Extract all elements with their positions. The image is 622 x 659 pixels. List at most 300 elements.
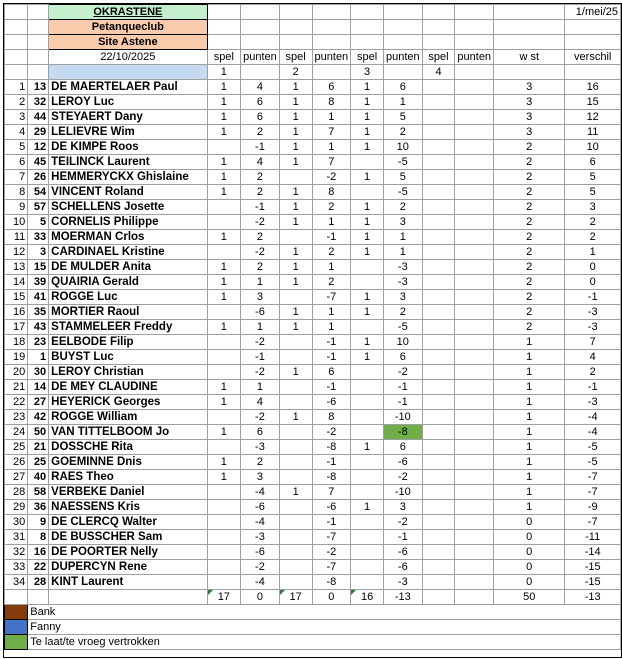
wst-cell[interactable]: 2 <box>494 155 565 170</box>
rank-cell[interactable]: 1 <box>5 80 28 95</box>
spel-3-cell[interactable] <box>351 545 384 560</box>
player-name-cell[interactable]: KINT Laurent <box>49 575 207 590</box>
player-name-cell[interactable]: LEROY Christian <box>49 365 207 380</box>
verschil-cell[interactable]: -1 <box>565 290 621 305</box>
punten-3-cell[interactable]: 10 <box>383 335 422 350</box>
punten-3-cell[interactable]: 3 <box>383 290 422 305</box>
punten-1-cell[interactable]: -2 <box>241 365 280 380</box>
punten-1-cell[interactable]: -6 <box>241 500 280 515</box>
punten-3-cell[interactable]: 2 <box>383 125 422 140</box>
total-spel-3[interactable]: 16 <box>351 590 384 605</box>
rank-cell[interactable]: 14 <box>5 275 28 290</box>
col-punten-4[interactable]: punten <box>455 50 494 65</box>
punten-3-cell[interactable]: 6 <box>383 80 422 95</box>
player-name-cell[interactable]: STAMMELEER Freddy <box>49 320 207 335</box>
punten-3-cell[interactable]: -2 <box>383 470 422 485</box>
punten-1-cell[interactable]: 6 <box>241 425 280 440</box>
punten-1-cell[interactable]: 1 <box>241 275 280 290</box>
punten-3-cell[interactable]: -6 <box>383 455 422 470</box>
verschil-cell[interactable]: -15 <box>565 575 621 590</box>
punten-2-cell[interactable]: -7 <box>312 530 351 545</box>
punten-2-cell[interactable]: -1 <box>312 515 351 530</box>
spel-3-cell[interactable] <box>351 365 384 380</box>
spel-4-cell[interactable] <box>422 470 455 485</box>
punten-2-cell[interactable]: -1 <box>312 350 351 365</box>
rank-cell[interactable]: 33 <box>5 560 28 575</box>
punten-2-cell[interactable]: 8 <box>312 95 351 110</box>
spel-1-cell[interactable] <box>207 500 241 515</box>
wst-cell[interactable]: 1 <box>494 440 565 455</box>
verschil-cell[interactable]: 2 <box>565 230 621 245</box>
punten-4-cell[interactable] <box>455 215 494 230</box>
rank-cell[interactable]: 7 <box>5 170 28 185</box>
spel-2-cell[interactable]: 1 <box>279 110 312 125</box>
punten-1-cell[interactable]: -3 <box>241 530 280 545</box>
punten-2-cell[interactable]: 2 <box>312 245 351 260</box>
player-number-cell[interactable]: 23 <box>28 335 49 350</box>
spel-1-cell[interactable] <box>207 545 241 560</box>
punten-3-cell[interactable]: 1 <box>383 95 422 110</box>
punten-3-cell[interactable]: 6 <box>383 440 422 455</box>
player-name-cell[interactable]: GOEMINNE Dnis <box>49 455 207 470</box>
spel-2-cell[interactable] <box>279 575 312 590</box>
spel-3-cell[interactable]: 1 <box>351 290 384 305</box>
spel-3-cell[interactable]: 1 <box>351 350 384 365</box>
punten-4-cell[interactable] <box>455 125 494 140</box>
punten-4-cell[interactable] <box>455 530 494 545</box>
rank-cell[interactable]: 3 <box>5 110 28 125</box>
wst-cell[interactable]: 2 <box>494 170 565 185</box>
player-name-cell[interactable]: DOSSCHE Rita <box>49 440 207 455</box>
wst-cell[interactable]: 2 <box>494 260 565 275</box>
spel-2-cell[interactable]: 1 <box>279 200 312 215</box>
punten-3-cell[interactable]: -8 <box>383 425 422 440</box>
punten-1-cell[interactable]: 2 <box>241 185 280 200</box>
verschil-cell[interactable]: -5 <box>565 455 621 470</box>
wst-cell[interactable]: 1 <box>494 395 565 410</box>
spel-4-cell[interactable] <box>422 140 455 155</box>
spel-1-cell[interactable]: 1 <box>207 470 241 485</box>
spel-2-cell[interactable] <box>279 470 312 485</box>
punten-4-cell[interactable] <box>455 140 494 155</box>
spel-1-cell[interactable] <box>207 575 241 590</box>
spel-1-cell[interactable] <box>207 200 241 215</box>
punten-1-cell[interactable]: -3 <box>241 440 280 455</box>
player-number-cell[interactable]: 15 <box>28 260 49 275</box>
punten-2-cell[interactable]: 6 <box>312 365 351 380</box>
punten-2-cell[interactable]: 1 <box>312 110 351 125</box>
spel-4-cell[interactable] <box>422 515 455 530</box>
spel-1-cell[interactable] <box>207 515 241 530</box>
punten-3-cell[interactable]: 1 <box>383 230 422 245</box>
wst-cell[interactable]: 1 <box>494 425 565 440</box>
verschil-cell[interactable]: -3 <box>565 395 621 410</box>
punten-2-cell[interactable]: 6 <box>312 80 351 95</box>
rank-cell[interactable]: 25 <box>5 440 28 455</box>
spel-3-cell[interactable] <box>351 530 384 545</box>
spel-1-cell[interactable]: 1 <box>207 170 241 185</box>
player-number-cell[interactable]: 5 <box>28 215 49 230</box>
spel-4-cell[interactable] <box>422 500 455 515</box>
punten-1-cell[interactable]: 2 <box>241 170 280 185</box>
spel-2-cell[interactable]: 1 <box>279 410 312 425</box>
spel-4-cell[interactable] <box>422 185 455 200</box>
spel-2-cell[interactable]: 1 <box>279 125 312 140</box>
verschil-cell[interactable]: -5 <box>565 440 621 455</box>
verschil-cell[interactable]: -7 <box>565 485 621 500</box>
spel-2-cell[interactable] <box>279 230 312 245</box>
wst-cell[interactable]: 0 <box>494 515 565 530</box>
spel-2-cell[interactable]: 1 <box>279 140 312 155</box>
punten-2-cell[interactable]: -7 <box>312 560 351 575</box>
punten-2-cell[interactable]: -8 <box>312 470 351 485</box>
player-number-cell[interactable]: 36 <box>28 500 49 515</box>
player-name-cell[interactable]: DE BUSSCHER Sam <box>49 530 207 545</box>
player-name-cell[interactable]: DE MEY CLAUDINE <box>49 380 207 395</box>
rank-cell[interactable]: 17 <box>5 320 28 335</box>
spel-1-cell[interactable]: 1 <box>207 380 241 395</box>
total-punten-3[interactable]: -13 <box>383 590 422 605</box>
player-name-cell[interactable]: VERBEKE Daniel <box>49 485 207 500</box>
punten-1-cell[interactable]: -2 <box>241 410 280 425</box>
punten-2-cell[interactable]: -8 <box>312 575 351 590</box>
rank-cell[interactable]: 18 <box>5 335 28 350</box>
spel-1-cell[interactable]: 1 <box>207 425 241 440</box>
verschil-cell[interactable]: 5 <box>565 185 621 200</box>
player-number-cell[interactable]: 28 <box>28 575 49 590</box>
player-name-cell[interactable]: QUAIRIA Gerald <box>49 275 207 290</box>
spel-2-cell[interactable] <box>279 170 312 185</box>
player-name-cell[interactable]: CARDINAEL Kristine <box>49 245 207 260</box>
punten-4-cell[interactable] <box>455 155 494 170</box>
punten-1-cell[interactable]: 2 <box>241 230 280 245</box>
player-number-cell[interactable]: 50 <box>28 425 49 440</box>
verschil-cell[interactable]: 15 <box>565 95 621 110</box>
spel-4-cell[interactable] <box>422 290 455 305</box>
punten-4-cell[interactable] <box>455 275 494 290</box>
spel-1-cell[interactable] <box>207 140 241 155</box>
spel-1-cell[interactable]: 1 <box>207 260 241 275</box>
punten-3-cell[interactable]: -6 <box>383 545 422 560</box>
verschil-cell[interactable]: 1 <box>565 245 621 260</box>
punten-4-cell[interactable] <box>455 95 494 110</box>
total-punten-2[interactable]: 0 <box>312 590 351 605</box>
punten-4-cell[interactable] <box>455 335 494 350</box>
player-name-cell[interactable]: VINCENT Roland <box>49 185 207 200</box>
spel-2-cell[interactable]: 1 <box>279 365 312 380</box>
punten-4-cell[interactable] <box>455 320 494 335</box>
wst-cell[interactable]: 3 <box>494 95 565 110</box>
punten-1-cell[interactable]: 6 <box>241 95 280 110</box>
verschil-cell[interactable]: -4 <box>565 425 621 440</box>
spel-4-cell[interactable] <box>422 530 455 545</box>
player-name-cell[interactable]: RAES Theo <box>49 470 207 485</box>
punten-4-cell[interactable] <box>455 305 494 320</box>
player-name-cell[interactable]: DUPERCYN Rene <box>49 560 207 575</box>
wst-cell[interactable]: 0 <box>494 575 565 590</box>
verschil-cell[interactable]: 0 <box>565 260 621 275</box>
punten-1-cell[interactable]: 3 <box>241 470 280 485</box>
player-number-cell[interactable]: 22 <box>28 560 49 575</box>
spel-3-cell[interactable] <box>351 320 384 335</box>
col-spel-2[interactable]: spel <box>279 50 312 65</box>
punten-4-cell[interactable] <box>455 170 494 185</box>
punten-2-cell[interactable]: -1 <box>312 455 351 470</box>
legend-label[interactable]: Bank <box>28 605 621 620</box>
spel-3-cell[interactable] <box>351 185 384 200</box>
punten-3-cell[interactable]: 2 <box>383 305 422 320</box>
player-name-cell[interactable]: TEILINCK Laurent <box>49 155 207 170</box>
spel-1-cell[interactable]: 1 <box>207 95 241 110</box>
punten-4-cell[interactable] <box>455 440 494 455</box>
punten-3-cell[interactable]: -2 <box>383 365 422 380</box>
wst-cell[interactable]: 1 <box>494 380 565 395</box>
wst-cell[interactable]: 1 <box>494 335 565 350</box>
wst-cell[interactable]: 1 <box>494 410 565 425</box>
wst-cell[interactable]: 0 <box>494 560 565 575</box>
punten-4-cell[interactable] <box>455 515 494 530</box>
punten-3-cell[interactable]: -10 <box>383 485 422 500</box>
wst-cell[interactable]: 1 <box>494 500 565 515</box>
player-name-cell[interactable]: HEMMERYCKX Ghislaine <box>49 170 207 185</box>
col-punten-1[interactable]: punten <box>241 50 280 65</box>
punten-3-cell[interactable]: -5 <box>383 155 422 170</box>
date-underline-bar[interactable] <box>49 65 207 80</box>
rank-cell[interactable]: 6 <box>5 155 28 170</box>
punten-3-cell[interactable]: -1 <box>383 395 422 410</box>
verschil-cell[interactable]: 6 <box>565 155 621 170</box>
rank-cell[interactable]: 26 <box>5 455 28 470</box>
rank-cell[interactable]: 34 <box>5 575 28 590</box>
player-number-cell[interactable]: 42 <box>28 410 49 425</box>
spel-3-cell[interactable] <box>351 425 384 440</box>
totals-empty[interactable] <box>5 590 28 605</box>
total-verschil[interactable]: -13 <box>565 590 621 605</box>
punten-3-cell[interactable]: 5 <box>383 110 422 125</box>
punten-3-cell[interactable]: 10 <box>383 140 422 155</box>
wst-cell[interactable]: 2 <box>494 305 565 320</box>
player-number-cell[interactable]: 26 <box>28 170 49 185</box>
player-name-cell[interactable]: LEROY Luc <box>49 95 207 110</box>
punten-4-cell[interactable] <box>455 455 494 470</box>
punten-3-cell[interactable]: -10 <box>383 410 422 425</box>
spel-4-cell[interactable] <box>422 170 455 185</box>
player-name-cell[interactable]: DE MULDER Anita <box>49 260 207 275</box>
spel-3-cell[interactable]: 1 <box>351 305 384 320</box>
spel-2-cell[interactable] <box>279 425 312 440</box>
spel-1-cell[interactable] <box>207 245 241 260</box>
spel-4-cell[interactable] <box>422 275 455 290</box>
wst-cell[interactable]: 0 <box>494 545 565 560</box>
punten-1-cell[interactable]: 2 <box>241 125 280 140</box>
spel-3-cell[interactable]: 1 <box>351 500 384 515</box>
rank-cell[interactable]: 9 <box>5 200 28 215</box>
player-number-cell[interactable]: 43 <box>28 320 49 335</box>
spel-1-cell[interactable] <box>207 365 241 380</box>
spel-2-cell[interactable]: 1 <box>279 485 312 500</box>
punten-4-cell[interactable] <box>455 200 494 215</box>
verschil-cell[interactable]: -3 <box>565 320 621 335</box>
punten-3-cell[interactable]: -5 <box>383 185 422 200</box>
spel-1-cell[interactable] <box>207 335 241 350</box>
spel-2-cell[interactable] <box>279 560 312 575</box>
punten-3-cell[interactable]: -1 <box>383 530 422 545</box>
verschil-cell[interactable]: 3 <box>565 200 621 215</box>
spel-4-cell[interactable] <box>422 125 455 140</box>
wst-cell[interactable]: 2 <box>494 200 565 215</box>
spel-1-cell[interactable] <box>207 305 241 320</box>
punten-3-cell[interactable]: 3 <box>383 500 422 515</box>
spel-4-cell[interactable] <box>422 230 455 245</box>
punten-3-cell[interactable]: 1 <box>383 245 422 260</box>
punten-1-cell[interactable]: 4 <box>241 395 280 410</box>
punten-1-cell[interactable]: -1 <box>241 140 280 155</box>
rank-cell[interactable]: 2 <box>5 95 28 110</box>
rank-cell[interactable]: 10 <box>5 215 28 230</box>
player-number-cell[interactable]: 27 <box>28 395 49 410</box>
wst-cell[interactable]: 2 <box>494 290 565 305</box>
verschil-cell[interactable]: -14 <box>565 545 621 560</box>
spel-4-cell[interactable] <box>422 425 455 440</box>
round-number-1[interactable]: 1 <box>207 65 241 80</box>
spel-4-cell[interactable] <box>422 410 455 425</box>
player-name-cell[interactable]: MORTIER Raoul <box>49 305 207 320</box>
wst-cell[interactable]: 2 <box>494 185 565 200</box>
spel-4-cell[interactable] <box>422 155 455 170</box>
rank-cell[interactable]: 12 <box>5 245 28 260</box>
punten-2-cell[interactable]: 1 <box>312 140 351 155</box>
round-number-4[interactable]: 4 <box>422 65 455 80</box>
spel-3-cell[interactable]: 1 <box>351 125 384 140</box>
spel-1-cell[interactable] <box>207 215 241 230</box>
punten-1-cell[interactable]: 4 <box>241 155 280 170</box>
wst-cell[interactable]: 1 <box>494 485 565 500</box>
player-name-cell[interactable]: VAN TITTELBOOM Jo <box>49 425 207 440</box>
verschil-cell[interactable]: 2 <box>565 365 621 380</box>
spel-4-cell[interactable] <box>422 485 455 500</box>
player-number-cell[interactable]: 1 <box>28 350 49 365</box>
spel-2-cell[interactable] <box>279 455 312 470</box>
col-spel-3[interactable]: spel <box>351 50 384 65</box>
punten-3-cell[interactable]: -3 <box>383 275 422 290</box>
player-number-cell[interactable]: 8 <box>28 530 49 545</box>
verschil-cell[interactable]: -11 <box>565 530 621 545</box>
punten-1-cell[interactable]: -2 <box>241 335 280 350</box>
total-punten-4[interactable] <box>455 590 494 605</box>
wst-cell[interactable]: 1 <box>494 350 565 365</box>
player-name-cell[interactable]: DE KIMPE Roos <box>49 140 207 155</box>
punten-4-cell[interactable] <box>455 80 494 95</box>
spel-4-cell[interactable] <box>422 365 455 380</box>
punten-1-cell[interactable]: -1 <box>241 200 280 215</box>
punten-3-cell[interactable]: -3 <box>383 575 422 590</box>
punten-1-cell[interactable]: 2 <box>241 260 280 275</box>
spel-4-cell[interactable] <box>422 350 455 365</box>
spel-1-cell[interactable] <box>207 560 241 575</box>
player-number-cell[interactable]: 30 <box>28 365 49 380</box>
spel-1-cell[interactable]: 1 <box>207 290 241 305</box>
player-number-cell[interactable]: 45 <box>28 155 49 170</box>
spel-1-cell[interactable]: 1 <box>207 155 241 170</box>
spel-3-cell[interactable]: 1 <box>351 110 384 125</box>
player-number-cell[interactable]: 33 <box>28 230 49 245</box>
col-wst[interactable]: w st <box>494 50 565 65</box>
punten-4-cell[interactable] <box>455 230 494 245</box>
player-name-cell[interactable]: ROGGE William <box>49 410 207 425</box>
punten-2-cell[interactable]: -6 <box>312 395 351 410</box>
spel-3-cell[interactable] <box>351 470 384 485</box>
rank-cell[interactable]: 31 <box>5 530 28 545</box>
punten-2-cell[interactable]: 1 <box>312 320 351 335</box>
round-number-2[interactable]: 2 <box>279 65 312 80</box>
punten-2-cell[interactable]: -2 <box>312 425 351 440</box>
punten-2-cell[interactable]: -6 <box>312 500 351 515</box>
total-punten-1[interactable]: 0 <box>241 590 280 605</box>
spel-2-cell[interactable] <box>279 515 312 530</box>
spel-4-cell[interactable] <box>422 545 455 560</box>
punten-3-cell[interactable]: 5 <box>383 170 422 185</box>
punten-2-cell[interactable]: -2 <box>312 545 351 560</box>
player-number-cell[interactable]: 13 <box>28 80 49 95</box>
punten-1-cell[interactable]: 2 <box>241 455 280 470</box>
punten-4-cell[interactable] <box>455 185 494 200</box>
site-name[interactable]: Site Astene <box>49 35 207 50</box>
spel-1-cell[interactable] <box>207 410 241 425</box>
spel-2-cell[interactable]: 1 <box>279 95 312 110</box>
verschil-cell[interactable]: -15 <box>565 560 621 575</box>
spel-2-cell[interactable]: 1 <box>279 155 312 170</box>
punten-1-cell[interactable]: -1 <box>241 350 280 365</box>
punten-4-cell[interactable] <box>455 365 494 380</box>
spel-3-cell[interactable]: 1 <box>351 230 384 245</box>
rank-cell[interactable]: 30 <box>5 515 28 530</box>
punten-3-cell[interactable]: -2 <box>383 515 422 530</box>
spel-4-cell[interactable] <box>422 80 455 95</box>
player-name-cell[interactable]: NAESSENS Kris <box>49 500 207 515</box>
wst-cell[interactable]: 3 <box>494 110 565 125</box>
total-spel-1[interactable]: 17 <box>207 590 241 605</box>
punten-4-cell[interactable] <box>455 485 494 500</box>
punten-2-cell[interactable]: -1 <box>312 230 351 245</box>
punten-1-cell[interactable]: 1 <box>241 320 280 335</box>
verschil-cell[interactable]: -7 <box>565 470 621 485</box>
punten-4-cell[interactable] <box>455 110 494 125</box>
legend-label[interactable]: Fanny <box>28 620 621 635</box>
punten-4-cell[interactable] <box>455 545 494 560</box>
spel-3-cell[interactable]: 1 <box>351 215 384 230</box>
spel-4-cell[interactable] <box>422 320 455 335</box>
spel-2-cell[interactable]: 1 <box>279 215 312 230</box>
punten-1-cell[interactable]: 3 <box>241 290 280 305</box>
punten-2-cell[interactable]: 8 <box>312 410 351 425</box>
player-number-cell[interactable]: 25 <box>28 455 49 470</box>
wst-cell[interactable]: 2 <box>494 215 565 230</box>
spel-3-cell[interactable] <box>351 575 384 590</box>
punten-1-cell[interactable]: -4 <box>241 575 280 590</box>
total-wst[interactable]: 50 <box>494 590 565 605</box>
spel-2-cell[interactable] <box>279 290 312 305</box>
verschil-cell[interactable]: 10 <box>565 140 621 155</box>
punten-3-cell[interactable]: -6 <box>383 560 422 575</box>
spel-4-cell[interactable] <box>422 575 455 590</box>
player-number-cell[interactable]: 3 <box>28 245 49 260</box>
spel-4-cell[interactable] <box>422 560 455 575</box>
wst-cell[interactable]: 2 <box>494 245 565 260</box>
verschil-cell[interactable]: 7 <box>565 335 621 350</box>
rank-cell[interactable]: 21 <box>5 380 28 395</box>
date-code[interactable]: 1/mei/25 <box>565 5 621 20</box>
punten-3-cell[interactable]: 3 <box>383 215 422 230</box>
